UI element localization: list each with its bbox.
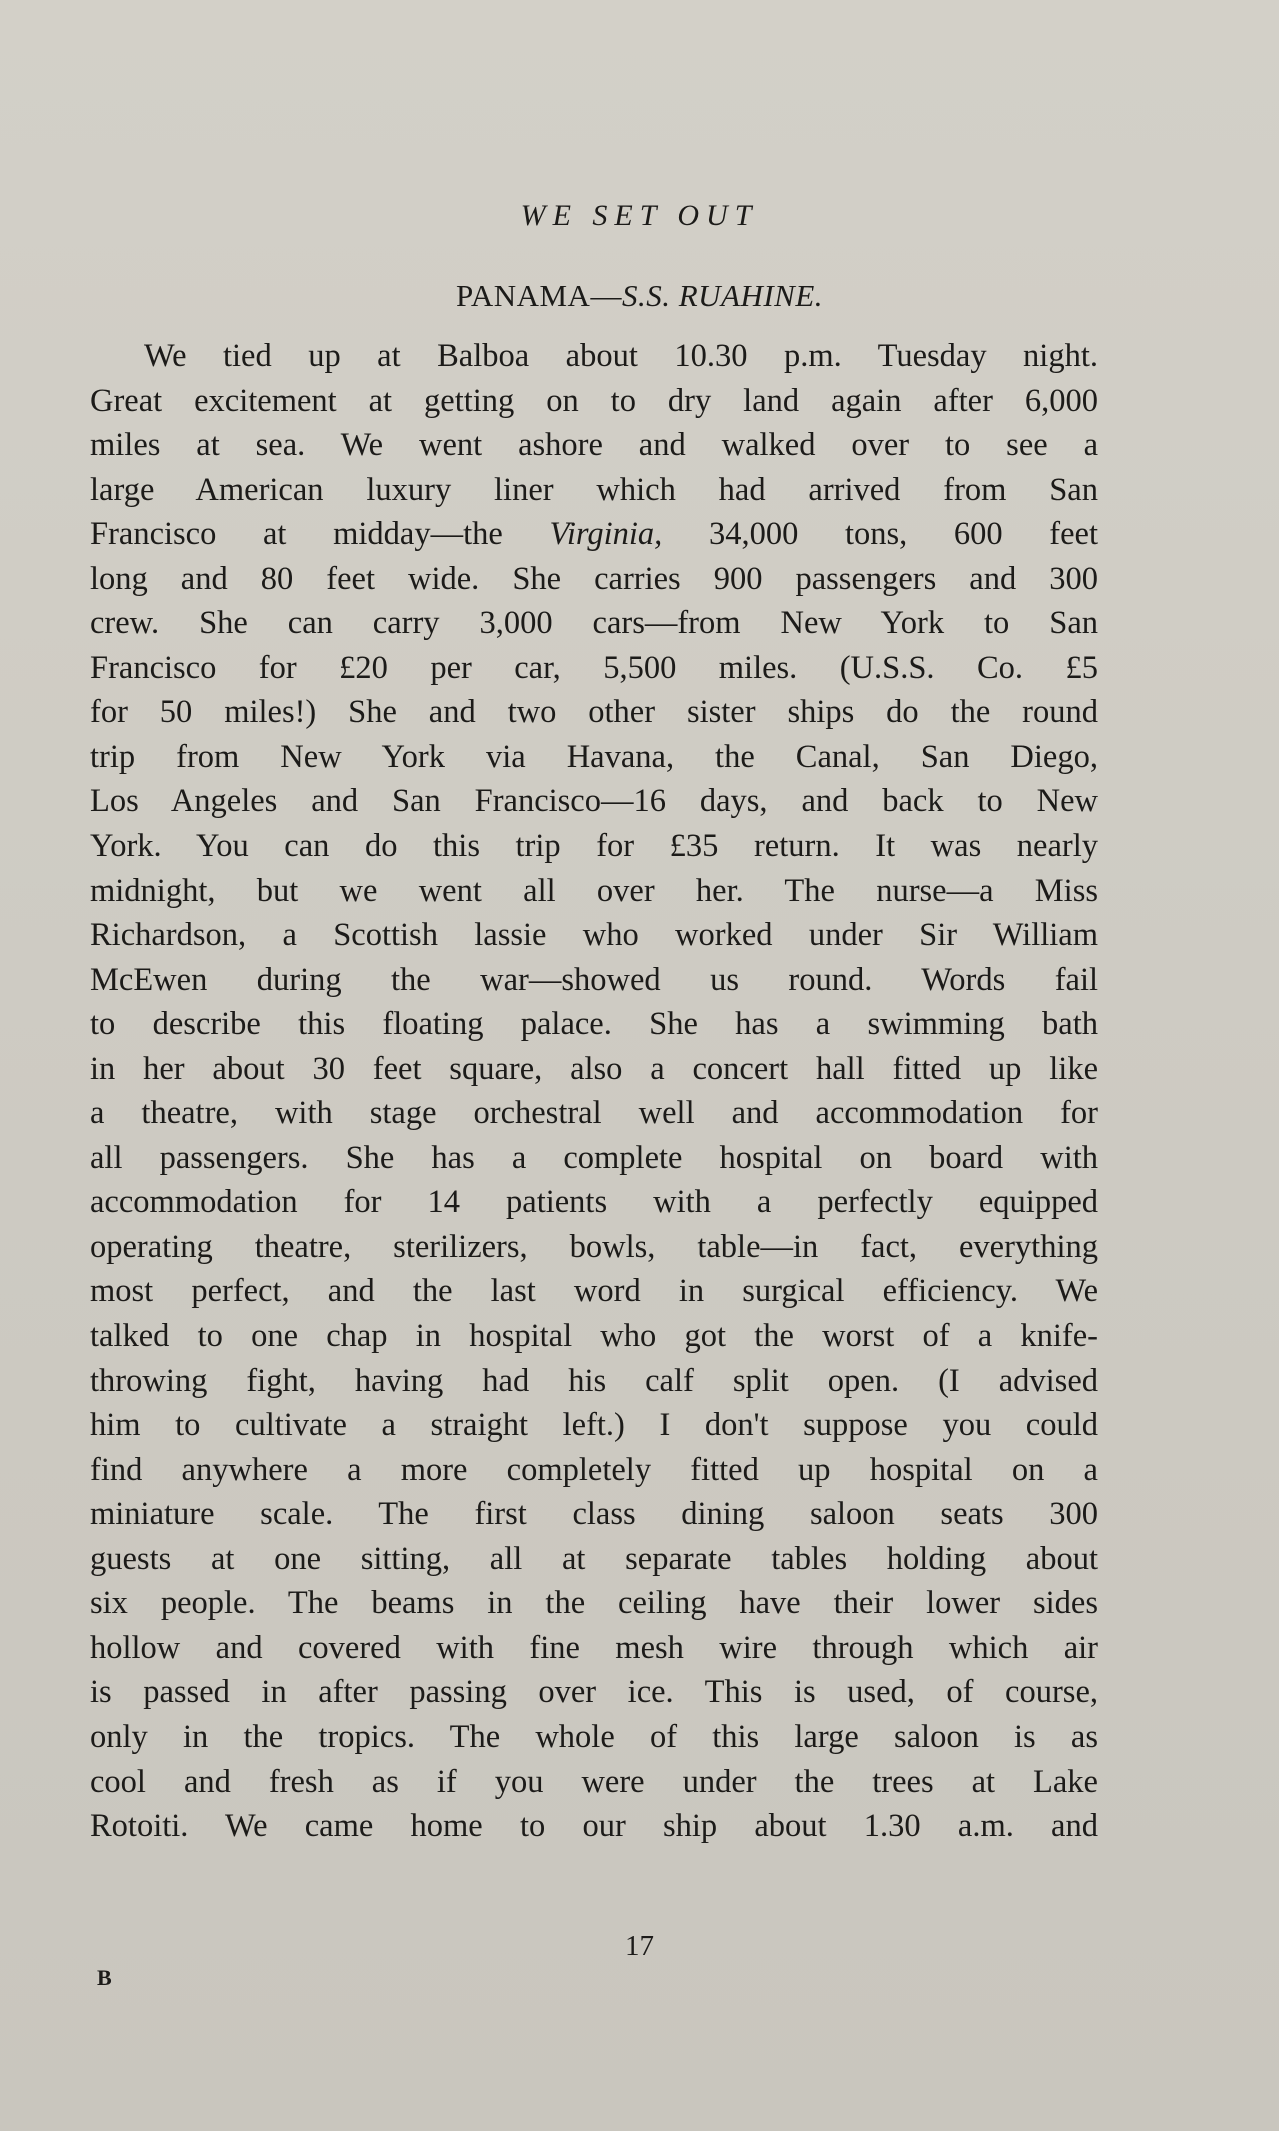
- body-line: most perfect, and the last word in surgical efficiency. We: [90, 1273, 1098, 1310]
- body-line: long and 80 feet wide. She carries 900 passengers and 300: [90, 560, 1098, 597]
- body-line: Rotoiti. We came home to our ship about 1.30 a.m. and: [90, 1808, 1098, 1845]
- body-line: midnight, but we went all over her. The nurse—a Miss: [90, 872, 1098, 909]
- section-title: [0, 274, 1279, 318]
- body-line: all passengers. She has a complete hospital on board with: [90, 1139, 1098, 1176]
- body-line: a theatre, with stage orchestral well and accommodation for: [90, 1095, 1098, 1132]
- body-line: to describe this floating palace. She has a swimming bath: [90, 1006, 1098, 1043]
- section-title-ship: S.S. RUAHINE.: [621, 278, 824, 313]
- body-line: Los Angeles and San Francisco—16 days, and back to New: [90, 783, 1098, 820]
- body-line: Great excitement at getting on to dry land again after 6,000: [90, 382, 1098, 419]
- body-line: We tied up at Balboa about 10.30 p.m. Tuesday night.: [144, 338, 1098, 374]
- body-line: trip from New York via Havana, the Canal, San Diego,: [90, 738, 1098, 775]
- body-line: accommodation for 14 patients with a perfectly equipped: [90, 1184, 1098, 1221]
- body-line: find anywhere a more completely fitted up hospital on a: [90, 1451, 1098, 1488]
- body-line: Francisco for £20 per car, 5,500 miles. (U.S.S. Co. £5: [90, 649, 1098, 686]
- section-title-prefix: PANAMA—: [455, 278, 622, 313]
- body-line: him to cultivate a straight left.) I don't suppose you could: [90, 1407, 1098, 1444]
- body-line: hollow and covered with fine mesh wire through which air: [90, 1629, 1098, 1666]
- body-line: crew. She can carry 3,000 cars—from New York to San: [90, 605, 1098, 642]
- body-line: throwing fight, having had his calf split open. (I advised: [90, 1362, 1098, 1399]
- body-line: miniature scale. The first class dining saloon seats 300: [90, 1496, 1098, 1533]
- body-line: in her about 30 feet square, also a concert hall fitted up like: [90, 1050, 1098, 1087]
- body-line: is passed in after passing over ice. This is used, of course,: [90, 1674, 1098, 1711]
- body-line: Richardson, a Scottish lassie who worked under Sir William: [90, 917, 1098, 954]
- body-line: operating theatre, sterilizers, bowls, table—in fact, everything: [90, 1228, 1098, 1265]
- body-line: McEwen during the war—showed us round. Words fail: [90, 961, 1098, 998]
- body-line: only in the tropics. The whole of this large saloon is as: [90, 1718, 1098, 1755]
- signature-mark: B: [97, 1965, 112, 1990]
- body-line: talked to one chap in hospital who got the worst of a knife-: [90, 1318, 1098, 1355]
- body-line: miles at sea. We went ashore and walked over to see a: [90, 427, 1098, 464]
- running-head: WE SET OUT: [520, 199, 759, 232]
- body-line: large American luxury liner which had arrived from San: [90, 471, 1098, 508]
- ship-name-italic: Virginia,: [549, 516, 663, 553]
- body-line: guests at one sitting, all at separate tables holding about: [90, 1540, 1098, 1577]
- body-line: for 50 miles!) She and two other sister ships do the round: [90, 694, 1098, 731]
- body-line: Francisco at midday—the Virginia, 34,000 tons, 600 feet: [90, 516, 1098, 553]
- body-paragraph: [90, 334, 1098, 1849]
- body-line: six people. The beams in the ceiling have their lower sides: [90, 1585, 1098, 1622]
- body-line: cool and fresh as if you were under the trees at Lake: [90, 1763, 1098, 1800]
- body-line: York. You can do this trip for £35 return. It was nearly: [90, 828, 1098, 865]
- page-number: 17: [625, 1930, 654, 1962]
